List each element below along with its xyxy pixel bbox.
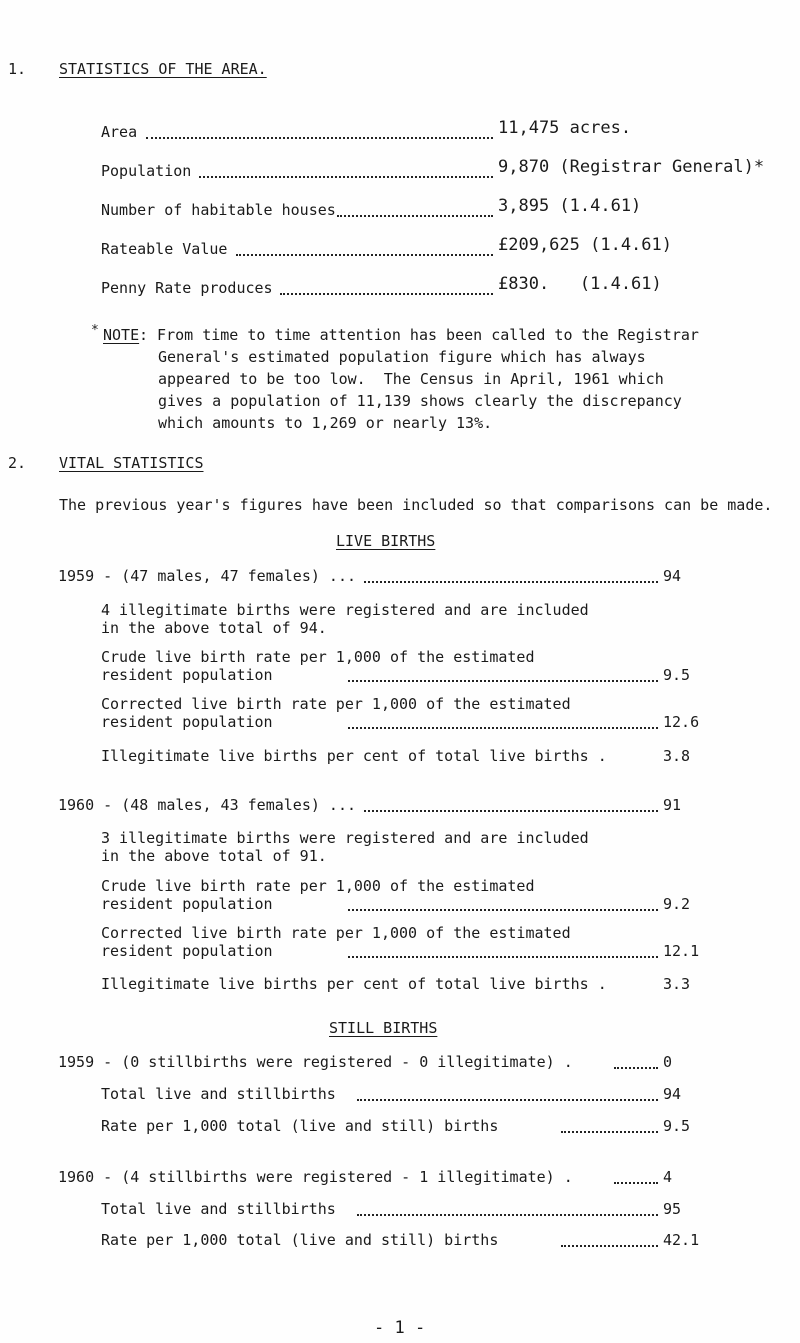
leader-dots	[348, 727, 658, 729]
live-1959-illeg-rate-value: 3.8	[663, 747, 691, 765]
live-1960-illeg-line-1: 3 illegitimate births were registered and are included	[101, 829, 589, 847]
rateable-value-label: Rateable Value	[101, 240, 228, 258]
still-births-heading: STILL BIRTHS	[329, 1019, 438, 1037]
leader-dots	[364, 581, 658, 583]
note-line-2: General's estimated population figure which has always	[158, 348, 646, 366]
area-value: 11,475 acres.	[498, 118, 632, 138]
live-1959-crude-line-2: resident population	[101, 666, 273, 684]
leader-dots	[364, 810, 658, 812]
live-1959-corrected-line-2: resident population	[101, 713, 273, 731]
note-line-5: which amounts to 1,269 or nearly 13%.	[158, 414, 493, 432]
leader-dots	[348, 956, 658, 958]
area-label: Area	[101, 123, 138, 141]
live-1959-illeg-rate-label: Illegitimate live births per cent of total live births .	[101, 747, 607, 765]
note-line-3: appeared to be too low. The Census in April, 1961 which	[158, 370, 664, 388]
section-2-intro: The previous year's figures have been included so that comparisons can be made.	[59, 496, 773, 514]
leader-dots	[236, 254, 493, 256]
penny-rate-value: £830. (1.4.61)	[498, 274, 662, 294]
live-1960-crude-line-2: resident population	[101, 895, 273, 913]
note-label: NOTE	[103, 326, 140, 344]
leader-dots	[357, 1214, 658, 1216]
population-label: Population	[101, 162, 192, 180]
note-line-1: : From time to time attention has been called to the Registrar	[139, 326, 699, 344]
still-1960-value: 4	[663, 1168, 673, 1186]
live-1959-illeg-line-2: in the above total of 94.	[101, 619, 327, 637]
live-1960-total: 91	[663, 796, 682, 814]
live-1960-corrected-value: 12.1	[663, 942, 700, 960]
note-asterisk: *	[91, 323, 99, 338]
live-1959-illeg-line-1: 4 illegitimate births were registered and are included	[101, 601, 589, 619]
leader-dots	[348, 680, 658, 682]
section-1-heading: STATISTICS OF THE AREA.	[59, 60, 267, 78]
leader-dots	[614, 1067, 658, 1069]
live-1959-corrected-value: 12.6	[663, 713, 700, 731]
leader-dots	[337, 215, 493, 217]
leader-dots	[146, 137, 493, 139]
live-1959-corrected-line-1: Corrected live birth rate per 1,000 of the estimated	[101, 695, 571, 713]
leader-dots	[357, 1099, 658, 1101]
live-1959-total: 94	[663, 567, 682, 585]
section-2-number: 2.	[8, 454, 27, 472]
live-1959-lead: 1959 - (47 males, 47 females) ...	[58, 567, 357, 585]
still-1960-lead: 1960 - (4 stillbirths were registered - 1 illegitimate) .	[58, 1168, 573, 1186]
live-1959-crude-line-1: Crude live birth rate per 1,000 of the estimated	[101, 648, 535, 666]
section-1-number: 1.	[8, 60, 27, 78]
still-1959-total-label: Total live and stillbirths	[101, 1085, 336, 1103]
live-1960-illeg-rate-label: Illegitimate live births per cent of total live births .	[101, 975, 607, 993]
live-1960-illeg-line-2: in the above total of 91.	[101, 847, 327, 865]
still-1960-total-label: Total live and stillbirths	[101, 1200, 336, 1218]
live-1960-crude-line-1: Crude live birth rate per 1,000 of the estimated	[101, 877, 535, 895]
habitable-houses-label: Number of habitable houses	[101, 201, 336, 219]
leader-dots	[614, 1182, 658, 1184]
live-1960-illeg-rate-value: 3.3	[663, 975, 691, 993]
leader-dots	[348, 909, 658, 911]
live-1960-corrected-line-2: resident population	[101, 942, 273, 960]
page-number: - 1 -	[374, 1318, 426, 1338]
population-value: 9,870 (Registrar General)*	[498, 157, 765, 177]
leader-dots	[199, 176, 493, 178]
note-line-4: gives a population of 11,139 shows clearly the discrepancy	[158, 392, 682, 410]
live-1960-crude-value: 9.2	[663, 895, 691, 913]
leader-dots	[561, 1131, 658, 1133]
live-1960-corrected-line-1: Corrected live birth rate per 1,000 of the estimated	[101, 924, 571, 942]
live-1960-lead: 1960 - (48 males, 43 females) ...	[58, 796, 357, 814]
still-1960-rate-value: 42.1	[663, 1231, 700, 1249]
still-1959-rate-value: 9.5	[663, 1117, 691, 1135]
rateable-value-value: £209,625 (1.4.61)	[498, 235, 672, 255]
live-1959-crude-value: 9.5	[663, 666, 691, 684]
still-1959-value: 0	[663, 1053, 673, 1071]
still-1960-total-value: 95	[663, 1200, 682, 1218]
leader-dots	[561, 1245, 658, 1247]
section-2-heading: VITAL STATISTICS	[59, 454, 204, 472]
still-1960-rate-label: Rate per 1,000 total (live and still) births	[101, 1231, 499, 1249]
live-births-heading: LIVE BIRTHS	[336, 532, 436, 550]
still-1959-lead: 1959 - (0 stillbirths were registered - 0 illegitimate) .	[58, 1053, 573, 1071]
still-1959-total-value: 94	[663, 1085, 682, 1103]
habitable-houses-value: 3,895 (1.4.61)	[498, 196, 642, 216]
penny-rate-label: Penny Rate produces	[101, 279, 273, 297]
leader-dots	[280, 293, 493, 295]
still-1959-rate-label: Rate per 1,000 total (live and still) births	[101, 1117, 499, 1135]
